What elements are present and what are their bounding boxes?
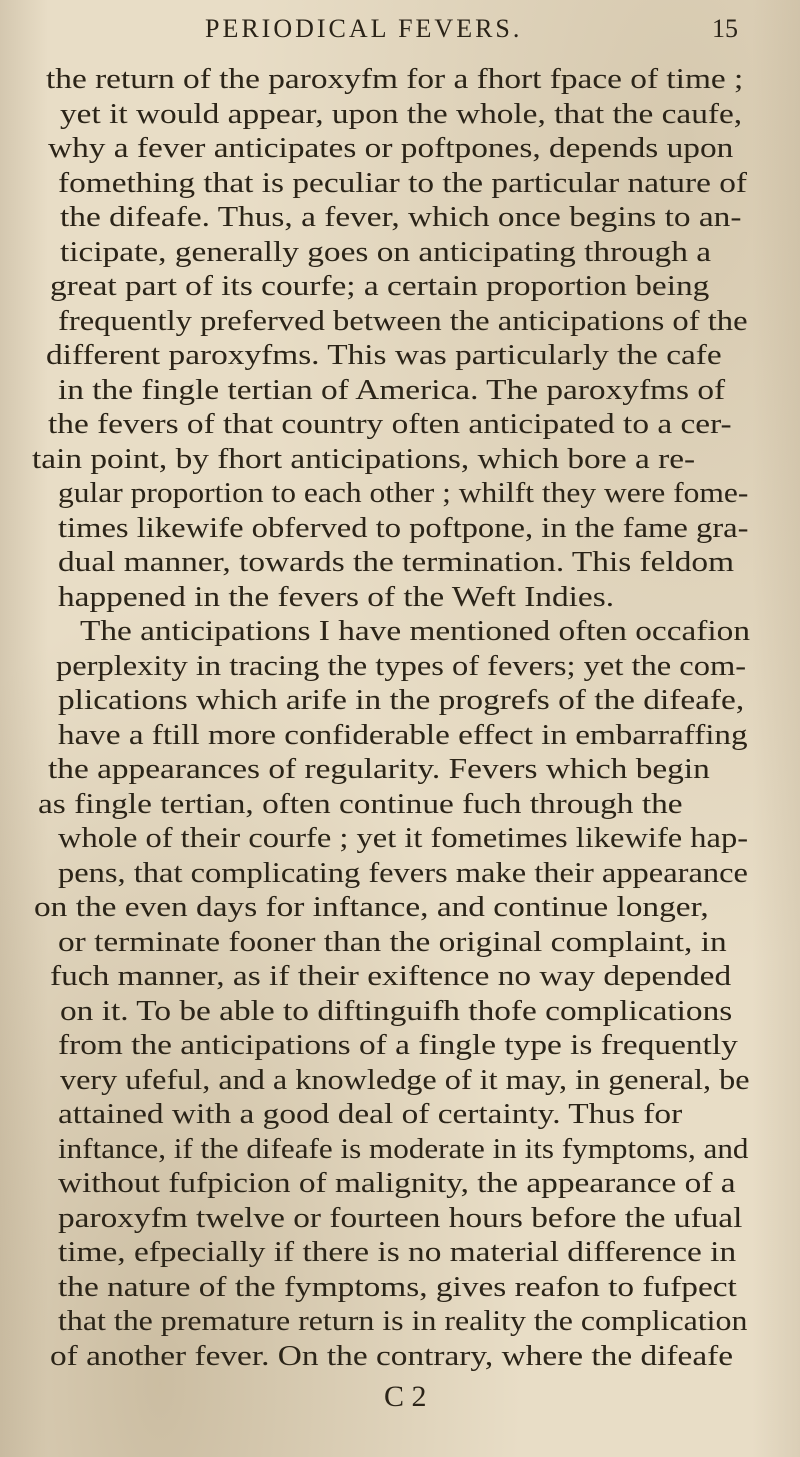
text-line: frequently preferved between the anticipations of the <box>58 304 748 337</box>
text-line: why a fever anticipates or poftpones, depends upon <box>48 132 734 164</box>
text-line: fuch manner, as if their exiftence no way depended <box>50 960 732 992</box>
text-line: without fufpicion of malignity, the appearance of a <box>58 1167 736 1199</box>
text-line: pens, that complicating fevers make their appearance <box>58 856 748 889</box>
text-line: that the premature return is in reality the complication <box>58 1305 748 1337</box>
text-line: great part of its courfe; a certain proportion being <box>50 270 710 302</box>
text-line: fomething that is peculiar to the particular nature of <box>58 166 747 199</box>
text-line: ticipate, generally goes on anticipating through a <box>60 235 712 268</box>
text-line: inftance, if the difeafe is moderate in its fymptoms, and <box>58 1132 749 1165</box>
text-line: happened in the fevers of the Weft Indies. <box>58 580 615 613</box>
text-line: very ufeful, and a knowledge of it may, in general, be <box>60 1063 750 1096</box>
text-line: from the anticipations of a fingle type is frequently <box>58 1029 738 1061</box>
text-line: the fevers of that country often anticipated to a cer- <box>48 408 732 440</box>
running-head <box>0 14 800 54</box>
text-line: times likewife obferved to poftpone, in the fame gra- <box>58 511 749 544</box>
running-title: PERIODICAL FEVERS. <box>205 14 523 43</box>
text-line: gular proportion to each other ; whilft they were fome- <box>58 477 749 509</box>
text-line: the nature of the fymptoms, gives reafon to fufpect <box>58 1270 737 1303</box>
text-line: whole of their courfe ; yet it fometimes likewife hap- <box>58 822 749 854</box>
text-line: time, efpecially if there is no material difference in <box>58 1236 737 1268</box>
text-line: plications which arife in the progrefs of the difeafe, <box>58 684 745 716</box>
text-line: on the even days for inftance, and continue longer, <box>34 891 709 923</box>
text-line: the return of the paroxyfm for a fhort fpace of time ; <box>46 63 744 95</box>
text-line: The anticipations I have mentioned often occafion <box>80 615 751 647</box>
text-line: perplexity in tracing the types of fevers; yet the com- <box>56 649 747 682</box>
text-line: attained with a good deal of certainty. Thus for <box>58 1098 683 1130</box>
text-line: different paroxyfms. This was particularly the cafe <box>46 339 722 371</box>
text-line: yet it would appear, upon the whole, that the caufe, <box>60 97 743 130</box>
text-line: the appearances of regularity. Fevers which begin <box>48 753 710 785</box>
text-line: in the fingle tertian of America. The paroxyfms of <box>58 373 726 406</box>
text-line: dual manner, towards the termination. This feldom <box>58 546 735 578</box>
text-line: the difeafe. Thus, a fever, which once begins to an- <box>60 201 742 233</box>
signature-mark: C 2 <box>384 1380 427 1413</box>
page-number: 15 <box>712 14 738 43</box>
text-line: as fingle tertian, often continue fuch through the <box>38 787 683 820</box>
text-line: tain point, by fhort anticipations, which bore a re- <box>32 442 696 475</box>
text-line: of another fever. On the contrary, where the difeafe <box>50 1339 734 1372</box>
text-line: have a ftill more confiderable effect in embarraffing <box>58 718 748 751</box>
text-line: paroxyfm twelve or fourteen hours before the ufual <box>58 1201 743 1234</box>
text-line: on it. To be able to diftinguifh thofe complications <box>60 994 733 1027</box>
text-line: or terminate fooner than the original complaint, in <box>58 925 727 958</box>
